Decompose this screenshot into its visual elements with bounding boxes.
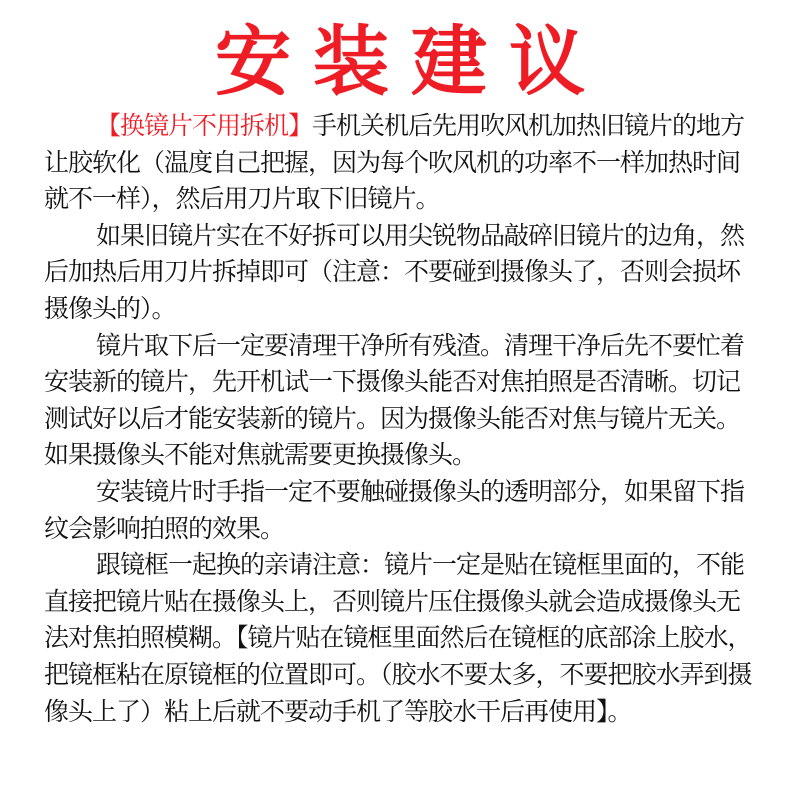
paragraph-text: 如果旧镜片实在不好拆可以用尖锐物品敲碎旧镜片的边角，然后加热后用刀片拆掉即可（注意：不要碰到摄像头了，否则会损坏摄像头的）。 — [44, 220, 745, 323]
paragraph-hard-to-remove — [44, 218, 760, 328]
paragraph-text: 镜片取下后一定要清理干净所有残渣。清理干净后先不要忙着安装新的镜片，先开机试一下摄像头能否对焦拍照是否清晰。切记测试好以后才能安装新的镜片。因为摄像头能否对焦与镜片无关。如果摄像头不能对焦就需要更换摄像头。 — [44, 330, 745, 470]
paragraph-no-fingerprints — [44, 474, 760, 547]
paragraph-no-disassembly — [44, 108, 760, 218]
no-disassembly-tag: 【换镜片不用拆机】 — [96, 111, 313, 140]
paragraph-text: 手机关机后先用吹风机加热旧镜片的地方让胶软化（温度自己把握，因为每个吹风机的功率不一样加热时间就不一样），然后用刀片取下旧镜片。 — [44, 111, 745, 214]
paragraph-text: 安装镜片时手指一定不要触碰摄像头的透明部分，如果留下指纹会影响拍照的效果。 — [44, 476, 745, 543]
instructions-body — [44, 108, 760, 730]
page-title: 安装建议 — [215, 17, 607, 106]
paragraph-frame-replacement — [44, 547, 760, 730]
paragraph-clean-and-test — [44, 328, 760, 474]
paragraph-text: 跟镜框一起换的亲请注意：镜片一定是贴在镜框里面的，不能直接把镜片贴在摄像头上，否则镜片压住摄像头就会造成摄像头无法对焦拍照模糊。【镜片贴在镜框里面然后在镜框的底部涂上胶水，把镜框粘在原镜框的位置即可。（胶水不要太多，不要把胶水弄到摄像头上了）粘上后就不要动手机了等胶水干后再使用】。 — [44, 550, 752, 726]
